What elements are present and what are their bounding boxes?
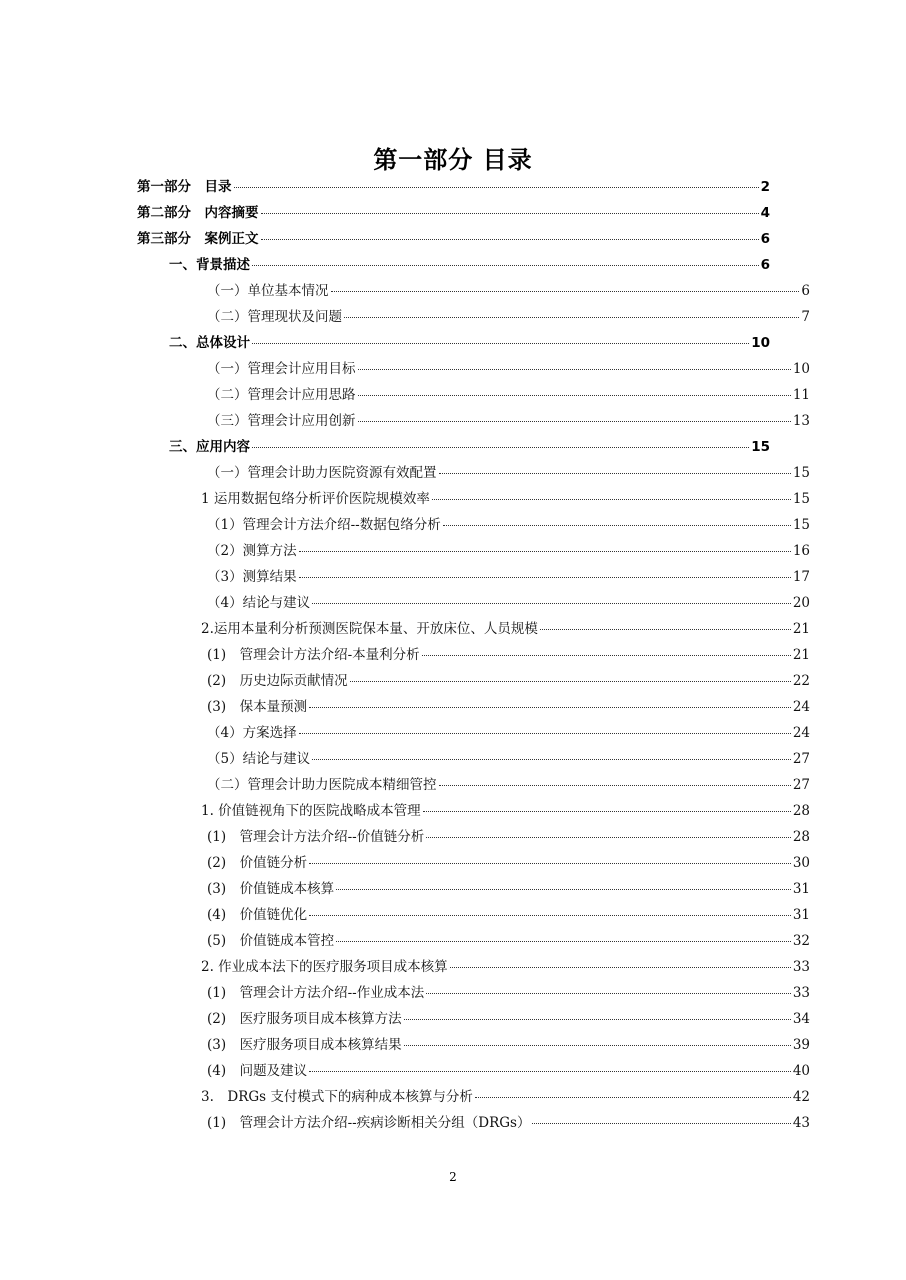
toc-entry-page: 27 — [792, 751, 810, 767]
dot-leader — [336, 941, 791, 942]
toc-entry-page: 6 — [801, 283, 810, 299]
toc-entry-label: (3) 价值链成本核算 — [207, 881, 335, 897]
toc-entry-page: 31 — [792, 907, 810, 923]
dot-leader — [475, 1097, 791, 1098]
toc-entry-label: 一、背景描述 — [169, 257, 250, 273]
toc-entry-label: （三）管理会计应用创新 — [207, 413, 356, 429]
toc-entry-label: 第一部分 目录 — [137, 179, 232, 195]
toc-entry-label: (2) 历史边际贡献情况 — [207, 673, 348, 689]
page-title: 第一部分 目录 — [373, 146, 533, 174]
toc-entry-label: (2) 医疗服务项目成本核算方法 — [207, 1011, 402, 1027]
toc-entry[interactable] — [169, 331, 770, 353]
toc-entry-label: （二）管理会计助力医院成本精细管控 — [207, 777, 437, 793]
dot-leader — [299, 551, 791, 552]
toc-entry-label: (1) 管理会计方法介绍--作业成本法 — [207, 985, 425, 1001]
toc-entry[interactable] — [137, 227, 770, 249]
toc-entry[interactable] — [207, 929, 810, 951]
dot-leader — [261, 239, 759, 240]
toc-entry[interactable] — [169, 253, 770, 275]
dot-leader — [358, 369, 791, 370]
toc-entry-page: 16 — [792, 543, 810, 559]
toc-entry-page: 30 — [792, 855, 810, 871]
toc-entry-label: 3. DRGs 支付模式下的病种成本核算与分析 — [201, 1089, 473, 1105]
toc-entry[interactable] — [207, 669, 810, 691]
toc-entry-label: （5）结论与建议 — [207, 751, 311, 767]
toc-entry-label: (3) 保本量预测 — [207, 699, 308, 715]
dot-leader — [309, 1071, 791, 1072]
toc-entry[interactable] — [207, 643, 810, 665]
toc-entry-label: （2）测算方法 — [207, 543, 297, 559]
toc-entry-label: （1）管理会计方法介绍--数据包络分析 — [207, 517, 441, 533]
page-number: 2 — [449, 1170, 457, 1184]
toc-entry[interactable] — [207, 695, 810, 717]
toc-entry-page: 22 — [792, 673, 810, 689]
toc-entry[interactable] — [201, 955, 810, 977]
dot-leader — [439, 473, 791, 474]
toc-entry-page: 27 — [792, 777, 810, 793]
toc-entry[interactable] — [207, 565, 810, 587]
toc-entry-page: 20 — [792, 595, 810, 611]
dot-leader — [309, 863, 791, 864]
toc-entry-label: 2. 作业成本法下的医疗服务项目成本核算 — [201, 959, 448, 975]
toc-entry[interactable] — [207, 773, 810, 795]
toc-entry-page: 32 — [792, 933, 810, 949]
toc-entry-page: 34 — [792, 1011, 810, 1027]
toc-entry-page: 39 — [792, 1037, 810, 1053]
toc-entry-label: (4) 价值链优化 — [207, 907, 308, 923]
toc-entry-page: 15 — [792, 465, 810, 481]
toc-entry-label: （二）管理现状及问题 — [207, 309, 342, 325]
toc-entry-label: （一）单位基本情况 — [207, 283, 329, 299]
toc-entry-page: 42 — [792, 1089, 810, 1105]
toc-entry[interactable] — [207, 409, 810, 431]
toc-entry[interactable] — [137, 175, 770, 197]
toc-entry-label: (1) 管理会计方法介绍--价值链分析 — [207, 829, 425, 845]
dot-leader — [426, 993, 791, 994]
toc-entry-label: （4）方案选择 — [207, 725, 297, 741]
toc-entry-label: （二）管理会计应用思路 — [207, 387, 356, 403]
toc-entry[interactable] — [207, 305, 810, 327]
toc-entry-label: (1) 管理会计方法介绍--疾病诊断相关分组（DRGs） — [207, 1115, 531, 1131]
toc-entry[interactable] — [207, 1007, 810, 1029]
dot-leader — [404, 1019, 791, 1020]
dot-leader — [358, 395, 791, 396]
dot-leader — [426, 837, 791, 838]
toc-entry-label: (3) 医疗服务项目成本核算结果 — [207, 1037, 402, 1053]
toc-entry[interactable] — [207, 747, 810, 769]
toc-entry-label: （3）测算结果 — [207, 569, 297, 585]
toc-entry[interactable] — [207, 981, 810, 1003]
dot-leader — [450, 967, 791, 968]
toc-entry-page: 4 — [760, 205, 770, 221]
dot-leader — [432, 499, 791, 500]
toc-entry-page: 24 — [792, 699, 810, 715]
toc-entry-label: 1. 价值链视角下的医院战略成本管理 — [201, 803, 421, 819]
dot-leader — [350, 681, 791, 682]
toc-entry-page: 15 — [792, 517, 810, 533]
toc-entry-label: (5) 价值链成本管控 — [207, 933, 335, 949]
dot-leader — [299, 733, 791, 734]
toc-entry[interactable] — [207, 461, 810, 483]
toc-entry-page: 6 — [760, 257, 770, 273]
toc-entry[interactable] — [207, 591, 810, 613]
toc-entry[interactable] — [207, 721, 810, 743]
toc-entry-page: 6 — [760, 231, 770, 247]
toc-entry-page: 28 — [792, 829, 810, 845]
toc-entry[interactable] — [207, 825, 810, 847]
dot-leader — [336, 889, 791, 890]
toc-entry-label: （一）管理会计应用目标 — [207, 361, 356, 377]
toc-entry[interactable] — [207, 279, 810, 301]
dot-leader — [540, 629, 791, 630]
toc-entry-label: 第三部分 案例正文 — [137, 231, 259, 247]
toc-entry-page: 2 — [760, 179, 770, 195]
toc-entry[interactable] — [201, 799, 810, 821]
toc-entry-page: 10 — [751, 335, 770, 351]
toc-entry-page: 11 — [792, 387, 810, 403]
dot-leader — [309, 707, 791, 708]
dot-leader — [439, 785, 791, 786]
toc-entry-label: (1) 管理会计方法介绍-本量利分析 — [207, 647, 420, 663]
toc-entry-page: 33 — [792, 959, 810, 975]
toc-entry-page: 21 — [792, 647, 810, 663]
toc-entry-label: 三、应用内容 — [169, 439, 250, 455]
toc-entry-page: 10 — [792, 361, 810, 377]
dot-leader — [358, 421, 791, 422]
toc-entry-label: （4）结论与建议 — [207, 595, 311, 611]
toc-entry[interactable] — [207, 357, 810, 379]
dot-leader — [443, 525, 791, 526]
dot-leader — [252, 343, 749, 344]
toc-entry-page: 17 — [792, 569, 810, 585]
dot-leader — [299, 577, 791, 578]
toc-entry[interactable] — [207, 513, 810, 535]
dot-leader — [422, 655, 791, 656]
toc-entry[interactable] — [201, 487, 810, 509]
toc-entry[interactable] — [207, 877, 810, 899]
dot-leader — [532, 1123, 790, 1124]
dot-leader — [234, 187, 759, 188]
toc-entry-page: 40 — [792, 1063, 810, 1079]
toc-entry-page: 33 — [792, 985, 810, 1001]
toc-entry-page: 15 — [792, 491, 810, 507]
toc-entry-page: 7 — [801, 309, 810, 325]
dot-leader — [331, 291, 800, 292]
toc-entry[interactable] — [207, 1111, 810, 1133]
toc-entry[interactable] — [207, 539, 810, 561]
toc-entry[interactable] — [207, 1033, 810, 1055]
toc-entry[interactable] — [201, 1085, 810, 1107]
toc-entry-label: 2.运用本量利分析预测医院保本量、开放床位、人员规模 — [201, 621, 538, 637]
toc-entry[interactable] — [137, 201, 770, 223]
dot-leader — [423, 811, 791, 812]
toc-entry-page: 21 — [792, 621, 810, 637]
dot-leader — [252, 447, 749, 448]
toc-entry-page: 28 — [792, 803, 810, 819]
toc-entry[interactable] — [207, 903, 810, 925]
dot-leader — [261, 213, 759, 214]
toc-entry-label: (4) 问题及建议 — [207, 1063, 308, 1079]
dot-leader — [252, 265, 759, 266]
toc-entry[interactable] — [207, 851, 810, 873]
toc-entry[interactable] — [207, 1059, 810, 1081]
toc-entry-label: 第二部分 内容摘要 — [137, 205, 259, 221]
toc-entry-page: 15 — [751, 439, 770, 455]
toc-entry[interactable] — [207, 383, 810, 405]
toc-entry-page: 24 — [792, 725, 810, 741]
toc-entry[interactable] — [201, 617, 810, 639]
dot-leader — [344, 317, 799, 318]
dot-leader — [312, 603, 791, 604]
toc-entry-page: 31 — [792, 881, 810, 897]
dot-leader — [312, 759, 791, 760]
toc-entry[interactable] — [169, 435, 770, 457]
toc-entry-label: （一）管理会计助力医院资源有效配置 — [207, 465, 437, 481]
toc-entry-label: 1 运用数据包络分析评价医院规模效率 — [201, 491, 430, 507]
dot-leader — [309, 915, 791, 916]
toc-entry-page: 13 — [792, 413, 810, 429]
toc-entry-label: (2) 价值链分析 — [207, 855, 308, 871]
toc-entry-page: 43 — [792, 1115, 810, 1131]
dot-leader — [404, 1045, 791, 1046]
toc-entry-label: 二、总体设计 — [169, 335, 250, 351]
